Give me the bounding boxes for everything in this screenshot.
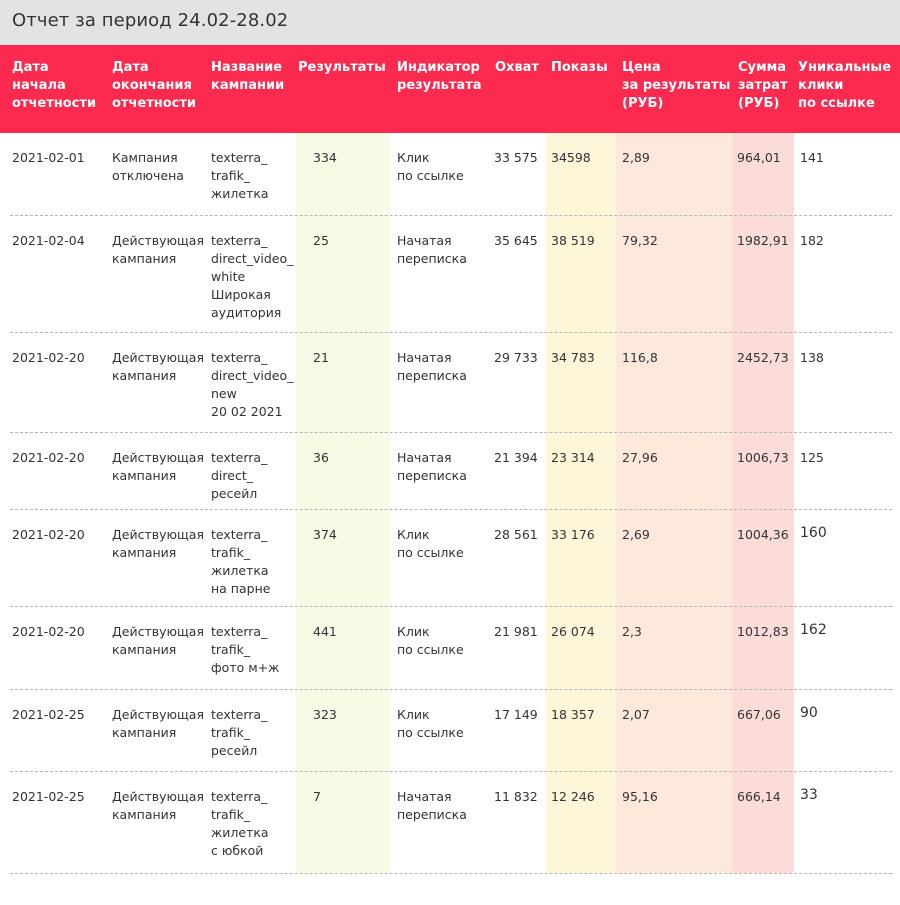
cell-impressions: 38 519 <box>551 233 595 248</box>
cell-unique-clicks: 141 <box>800 150 824 165</box>
cell-cost-per-result: 2,69 <box>622 527 650 542</box>
cell-results: 36 <box>313 450 329 465</box>
page-title: Отчет за период 24.02-28.02 <box>12 10 289 31</box>
cell-start-date: 2021-02-01 <box>12 150 85 165</box>
cell-reach: 29 733 <box>494 350 538 365</box>
table-row <box>0 607 900 690</box>
cell-reach: 33 575 <box>494 150 538 165</box>
cell-impressions: 33 176 <box>551 527 595 542</box>
cell-indicator: Начатая переписка <box>397 233 467 266</box>
table-row <box>0 510 900 607</box>
cell-campaign-name: texterra_ direct_ ресейл <box>211 450 268 501</box>
cell-indicator: Начатая переписка <box>397 350 467 383</box>
cell-unique-clicks: 33 <box>800 787 818 803</box>
cell-reach: 17 149 <box>494 707 538 722</box>
cell-start-date: 2021-02-25 <box>12 789 85 804</box>
cell-reach: 21 394 <box>494 450 538 465</box>
cell-status: Действующая кампания <box>112 450 204 483</box>
cell-results: 441 <box>313 624 337 639</box>
cell-unique-clicks: 125 <box>800 450 824 465</box>
cell-impressions: 12 246 <box>551 789 595 804</box>
header-campaign-name: Название кампании <box>211 60 285 93</box>
cell-start-date: 2021-02-20 <box>12 624 85 639</box>
cell-cost-per-result: 2,3 <box>622 624 642 639</box>
header-unique-link-clicks: Уникальные клики по ссылке <box>798 60 892 111</box>
header-results: Результаты <box>298 60 386 75</box>
header-end-date: Дата окончания отчетности <box>112 60 197 111</box>
header-cost-per-result: Цена за результаты (РУБ) <box>622 60 731 111</box>
cell-campaign-name: texterra_ trafik_ жилетка на парне <box>211 527 271 596</box>
cell-amount-spent: 666,14 <box>737 789 781 804</box>
cell-indicator: Начатая переписка <box>397 450 467 483</box>
cell-reach: 28 561 <box>494 527 538 542</box>
header-reach: Охват <box>495 60 539 75</box>
cell-cost-per-result: 79,32 <box>622 233 658 248</box>
cell-amount-spent: 1012,83 <box>737 624 789 639</box>
cell-amount-spent: 1004,36 <box>737 527 789 542</box>
cell-impressions: 18 357 <box>551 707 595 722</box>
cell-cost-per-result: 116,8 <box>622 350 658 365</box>
cell-cost-per-result: 2,07 <box>622 707 650 722</box>
cell-unique-clicks: 182 <box>800 233 824 248</box>
cell-impressions: 34598 <box>551 150 591 165</box>
cell-reach: 35 645 <box>494 233 538 248</box>
cell-indicator: Клик по ссылке <box>397 707 464 740</box>
table-row <box>0 133 900 216</box>
header-result-indicator: Индикатор результата <box>397 60 482 93</box>
cell-start-date: 2021-02-20 <box>12 527 85 542</box>
cell-status: Действующая кампания <box>112 527 204 560</box>
cell-unique-clicks: 160 <box>800 525 827 541</box>
cell-indicator: Клик по ссылке <box>397 527 464 560</box>
cell-impressions: 34 783 <box>551 350 595 365</box>
cell-reach: 21 981 <box>494 624 538 639</box>
table-row <box>0 433 900 510</box>
cell-start-date: 2021-02-25 <box>12 707 85 722</box>
cell-amount-spent: 667,06 <box>737 707 781 722</box>
cell-campaign-name: texterra_ direct_video_ white Широкая аудитория <box>211 233 294 320</box>
table-bottom-separator <box>10 873 892 874</box>
cell-cost-per-result: 27,96 <box>622 450 658 465</box>
cell-indicator: Клик по ссылке <box>397 624 464 657</box>
cell-results: 7 <box>313 789 321 804</box>
cell-status: Действующая кампания <box>112 707 204 740</box>
cell-campaign-name: texterra_ trafik_ жилетка <box>211 150 269 201</box>
cell-start-date: 2021-02-20 <box>12 350 85 365</box>
cell-campaign-name: texterra_ trafik_ жилетка с юбкой <box>211 789 269 858</box>
cell-amount-spent: 2452,73 <box>737 350 789 365</box>
cell-cost-per-result: 95,16 <box>622 789 658 804</box>
cell-amount-spent: 1982,91 <box>737 233 789 248</box>
cell-impressions: 26 074 <box>551 624 595 639</box>
cell-results: 323 <box>313 707 337 722</box>
cell-results: 334 <box>313 150 337 165</box>
table-row <box>0 216 900 333</box>
cell-status: Действующая кампания <box>112 350 204 383</box>
table-row <box>0 690 900 772</box>
cell-unique-clicks: 138 <box>800 350 824 365</box>
cell-reach: 11 832 <box>494 789 538 804</box>
cell-results: 25 <box>313 233 329 248</box>
cell-impressions: 23 314 <box>551 450 595 465</box>
cell-amount-spent: 1006,73 <box>737 450 789 465</box>
cell-indicator: Клик по ссылке <box>397 150 464 183</box>
cell-start-date: 2021-02-20 <box>12 450 85 465</box>
header-impressions: Показы <box>551 60 608 75</box>
header-start-date: Дата начала отчетности <box>12 60 97 111</box>
table-row <box>0 772 900 873</box>
cell-unique-clicks: 162 <box>800 622 827 638</box>
cell-status: Действующая кампания <box>112 789 204 822</box>
cell-status: Действующая кампания <box>112 233 204 266</box>
cell-status: Действующая кампания <box>112 624 204 657</box>
cell-start-date: 2021-02-04 <box>12 233 85 248</box>
cell-cost-per-result: 2,89 <box>622 150 650 165</box>
table-row <box>0 333 900 433</box>
cell-results: 374 <box>313 527 337 542</box>
cell-campaign-name: texterra_ direct_video_ new 20 02 2021 <box>211 350 294 419</box>
header-amount-spent: Сумма затрат (РУБ) <box>738 60 788 111</box>
cell-indicator: Начатая переписка <box>397 789 467 822</box>
cell-results: 21 <box>313 350 329 365</box>
cell-unique-clicks: 90 <box>800 705 818 721</box>
cell-campaign-name: texterra_ trafik_ фото м+ж <box>211 624 280 675</box>
cell-amount-spent: 964,01 <box>737 150 781 165</box>
cell-status: Кампания отключена <box>112 150 184 183</box>
cell-campaign-name: texterra_ trafik_ ресейл <box>211 707 268 758</box>
title-bar <box>0 0 900 45</box>
table-header <box>0 45 900 133</box>
